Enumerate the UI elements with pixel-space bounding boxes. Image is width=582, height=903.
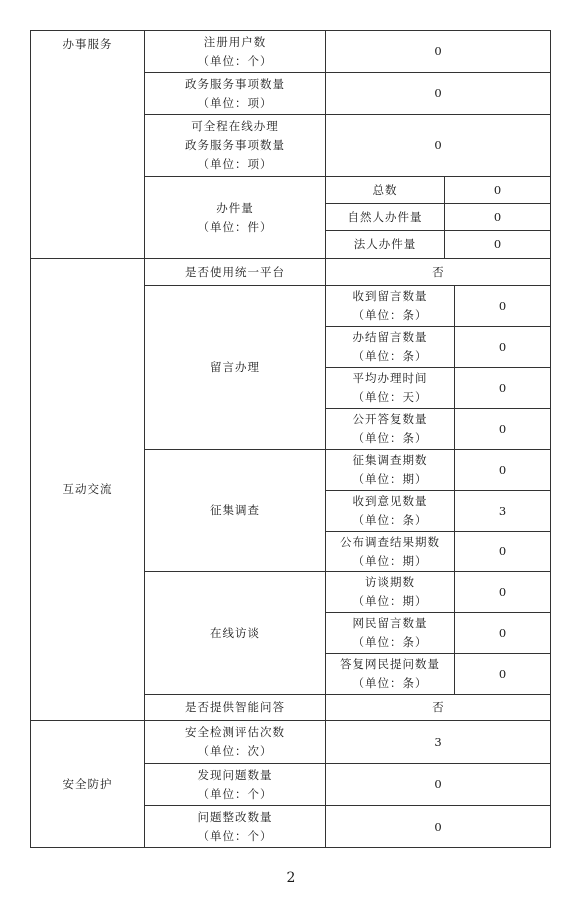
section-service-label: 办事服务	[62, 37, 113, 51]
issues-found-value-text: 0	[434, 777, 443, 791]
registered-users-value-text: 0	[434, 44, 443, 58]
interview-messages-value	[454, 612, 551, 653]
message-received-unit: （单位：条）	[352, 308, 428, 322]
issues-found-value	[325, 763, 551, 805]
volume-legal-label	[325, 230, 444, 258]
online-items-line2: 政务服务事项数量	[185, 138, 285, 152]
interview-periods-label-cell	[325, 571, 454, 612]
interview-answers-label-cell	[325, 653, 454, 694]
online-items-value-text: 0	[434, 138, 443, 152]
unified-platform-label-text: 是否使用统一平台	[185, 264, 285, 279]
survey-results-value-text: 0	[498, 544, 508, 558]
survey-results-label-cell	[325, 531, 454, 571]
section-service	[30, 30, 144, 258]
smart-qa-value	[325, 694, 551, 720]
survey-opinions-value	[454, 490, 551, 531]
survey-periods-value	[454, 449, 551, 490]
survey-periods-label-cell	[325, 449, 454, 490]
message-closed-unit: （单位：条）	[352, 349, 428, 363]
volume-label: 办件量	[216, 200, 254, 215]
issues-fixed-label-cell	[144, 805, 325, 848]
message-received-label-cell	[325, 285, 454, 326]
avg-time-value	[454, 367, 551, 408]
interview-periods-label: 访谈期数	[365, 575, 415, 589]
message-received-value-text: 0	[498, 298, 508, 313]
interview-label-text: 在线访谈	[210, 625, 260, 640]
avg-time-unit: （单位：天）	[352, 390, 428, 404]
section-interaction	[30, 258, 144, 720]
registered-users-label: 注册用户数	[203, 34, 267, 49]
volume-legal-value-text: 0	[493, 237, 503, 251]
survey-results-unit: （单位：期）	[352, 553, 428, 568]
survey-periods-label: 征集调查期数	[352, 453, 428, 467]
message-received-label: 收到留言数量	[352, 289, 428, 303]
service-items-value	[325, 72, 551, 114]
unified-platform-value-text: 否	[432, 264, 445, 279]
avg-time-label-cell	[325, 367, 454, 408]
unified-platform-value	[325, 258, 551, 285]
online-items-value	[325, 114, 551, 176]
survey-results-value	[454, 531, 551, 571]
volume-legal-value	[444, 230, 551, 258]
assessments-value-text: 3	[434, 734, 443, 749]
volume-total-value-text: 0	[493, 182, 503, 197]
interview-answers-label: 答复网民提问数量	[340, 657, 440, 671]
message-handling-label-text: 留言办理	[210, 360, 260, 374]
unified-platform-label	[144, 258, 325, 285]
message-closed-value-text: 0	[498, 339, 508, 354]
interview-messages-label-cell	[325, 612, 454, 653]
page-number: 2	[286, 870, 296, 886]
avg-time-value-text: 0	[498, 380, 508, 395]
online-items-unit: （单位：项）	[197, 157, 273, 171]
assessments-unit: （单位：次）	[197, 744, 273, 758]
message-handling-label	[144, 285, 325, 449]
service-items-unit: （单位：项）	[197, 95, 273, 110]
survey-results-label: 公布调查结果期数	[340, 534, 440, 549]
interview-answers-value	[454, 653, 551, 694]
assessments-value	[325, 720, 551, 763]
survey-periods-unit: （单位：期）	[352, 472, 428, 486]
interview-answers-unit: （单位：条）	[352, 676, 428, 690]
volume-unit: （单位：件）	[197, 219, 273, 234]
service-items-label: 政务服务事项数量	[185, 76, 285, 91]
online-items-label-cell	[144, 114, 325, 176]
section-security	[30, 720, 144, 848]
survey-opinions-value-text: 3	[498, 503, 508, 518]
section-interaction-label: 互动交流	[62, 482, 113, 496]
smart-qa-label-text: 是否提供智能问答	[185, 700, 285, 714]
volume-legal-label-text: 法人办件量	[353, 237, 417, 251]
volume-total-label	[325, 176, 444, 203]
issues-fixed-label: 问题整改数量	[197, 810, 273, 824]
interview-periods-value	[454, 571, 551, 612]
registered-users-value	[325, 30, 551, 72]
assessments-label: 安全检测评估次数	[185, 725, 285, 739]
interview-messages-unit: （单位：条）	[352, 635, 428, 649]
registered-users-label-cell	[144, 30, 325, 72]
public-reply-label-cell	[325, 408, 454, 449]
message-closed-label-cell	[325, 326, 454, 367]
survey-opinions-label: 收到意见数量	[352, 494, 428, 508]
volume-natural-label	[325, 203, 444, 230]
issues-fixed-value	[325, 805, 551, 848]
interview-periods-value-text: 0	[498, 584, 508, 599]
interview-messages-label: 网民留言数量	[352, 616, 428, 630]
message-closed-value	[454, 326, 551, 367]
public-reply-label: 公开答复数量	[352, 412, 428, 426]
service-items-value-text: 0	[434, 86, 443, 100]
survey-opinions-unit: （单位：条）	[352, 513, 428, 527]
issues-found-label-cell	[144, 763, 325, 805]
interview-messages-value-text: 0	[498, 625, 508, 640]
avg-time-label: 平均办理时间	[352, 371, 428, 385]
assessments-label-cell	[144, 720, 325, 763]
section-security-label: 安全防护	[62, 777, 113, 791]
survey-label-text: 征集调查	[210, 503, 260, 517]
survey-label	[144, 449, 325, 571]
volume-natural-value	[444, 203, 551, 230]
public-reply-value-text: 0	[498, 421, 508, 436]
smart-qa-value-text: 否	[432, 700, 445, 714]
volume-total-value	[444, 176, 551, 203]
issues-fixed-value-text: 0	[434, 819, 443, 834]
survey-periods-value-text: 0	[498, 462, 508, 477]
public-reply-value	[454, 408, 551, 449]
interview-label	[144, 571, 325, 694]
volume-natural-label-text: 自然人办件量	[347, 209, 423, 224]
message-closed-label: 办结留言数量	[352, 330, 428, 344]
registered-users-unit: （单位：个）	[197, 53, 273, 68]
interview-periods-unit: （单位：期）	[352, 594, 428, 608]
volume-natural-value-text: 0	[493, 209, 503, 224]
public-reply-unit: （单位：条）	[352, 431, 428, 445]
interview-answers-value-text: 0	[498, 666, 508, 681]
smart-qa-label	[144, 694, 325, 720]
issues-fixed-unit: （单位：个）	[197, 829, 273, 843]
issues-found-unit: （单位：个）	[197, 786, 273, 801]
volume-total-label-text: 总数	[372, 182, 398, 197]
service-items-label-cell	[144, 72, 325, 114]
online-items-line1: 可全程在线办理	[191, 119, 279, 133]
issues-found-label: 发现问题数量	[197, 767, 273, 782]
survey-opinions-label-cell	[325, 490, 454, 531]
message-received-value	[454, 285, 551, 326]
volume-label-cell	[144, 176, 325, 258]
